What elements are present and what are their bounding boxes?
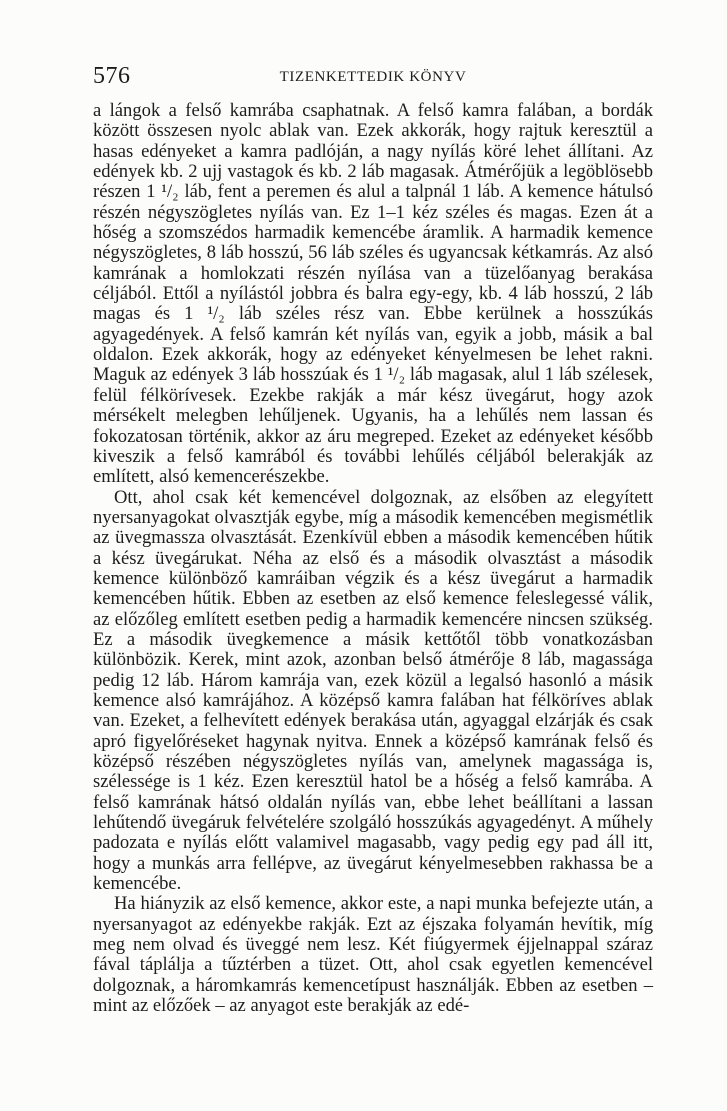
running-head: TIZENKETTEDIK KÖNYV (279, 69, 467, 85)
page-header (93, 62, 653, 92)
paragraph-2: Ott, ahol csak két kemencével dolgoznak, az elsőben az elegyített nyersanyagokat olvasztják egybe, míg a második kemencében megismétlik az üvegmassza olvasztását. Ezenkívül ebben a második kemencében hűtik a kész üvegárukat. Néha az első és a második olvasztást a második kemence különböző kamráiban végzik és a kész üvegárut a harmadik kemencében hűtik. Ebben az esetben az első kemence feleslegessé válik, az előzőleg említett esetben pedig a harmadik kemencére nincsen szükség. Ez a második üvegkemence a másik kettőtől több vonatkozásban különbözik. Kerek, mint azok, azonban belső átmérője 8 láb, magassága pedig 12 láb. Három kamrája van, ezek közül a legalsó hasonló a másik kemence alsó kamrájához. A középső kamra falában hat félköríves ablak van. Ezeket, a felhevített edények berakása után, agyaggal elzárják és csak apró figyelőréseket hagynak nyitva. Ennek a középső kamrának felső és középső részében négyszögletes nyílás van, amelynek magassága is, szélessége is 1 kéz. Ezen keresztül hatol be a hőség a felső kamrába. A felső kamrának hátsó oldalán nyílás van, ebbe lehet beállítani a lassan lehűtendő üvegáruk felvételére szolgáló hosszúkás agyagedényt. A műhely padozata e nyílás előtt valamivel magasabb, vagy pedig egy pad áll itt, hogy a munkás arra fellépve, az üvegárut kényelmesebben rakhassa be a kemencébe. (93, 486, 653, 895)
body-text (93, 101, 653, 1016)
paragraph-1: a lángok a felső kamrába csaphatnak. A felső kamra falában, a bordák között összesen nyolc ablak van. Ezek akkorák, hogy rajtuk keresztül a hasas edényeket a kamra padlóján, a nagy nyílás köré lehet állítani. Az edények kb. 2 ujj vastagok és kb. 2 láb magasak. Átmérőjük a legöblösebb részen 1 ¹/₂ láb, fent a peremen és alul a talpnál 1 láb. A kemence hátulsó részén négyszögletes nyílás van. Ez 1–1 kéz széles és magas. Ezen át a hőség a szomszédos harmadik kemencébe áramlik. A harmadik kemence négyszögletes, 8 láb hosszú, 56 láb széles és ugyancsak kétkamrás. Az alsó kamrának a homlokzati részén nyílása van a tüzelőanyag berakása céljából. Ettől a nyílástól jobbra és balra egy-egy, kb. 4 láb hosszú, 2 láb magas és 1 ¹/₂ láb széles rész van. Ebbe kerülnek a hosszúkás agyagedények. A felső kamrán két nyílás van, egyik a jobb, másik a bal oldalon. Ezek akkorák, hogy az edényeket kényelmesen be lehet rakni. Maguk az edények 3 láb hosszúak és 1 ¹/₂ láb magasak, alul 1 láb szélesek, felül félkörívesek. Ezekbe rakják a már kész üvegárut, hogy azok mérsékelt melegben lehűljenek. Ugyanis, ha a lehűlés nem lassan és fokozatosan történik, akkor az áru megreped. Ezeket az edényeket később kiveszik a felső kamrából és további lehűlés céljából belerakják az említett, alsó kemencerészekbe. (93, 100, 653, 488)
paragraph-3: Ha hiányzik az első kemence, akkor este, a napi munka befejezte után, a nyersanyagot az edényekbe rakják. Ezt az éjszaka folyamán hevítik, míg meg nem olvad és üveggé nem lesz. Két fiúgyermek éjjelnappal száraz fával táplálja a tűztérben a tüzet. Ott, ahol csak egyetlen kemencével dolgoznak, a háromkamrás kemencetípust használják. Ebben az esetben – mint az előzőek – az anyagot este berakják az edé- (93, 893, 653, 1017)
page-number: 576 (93, 63, 131, 89)
